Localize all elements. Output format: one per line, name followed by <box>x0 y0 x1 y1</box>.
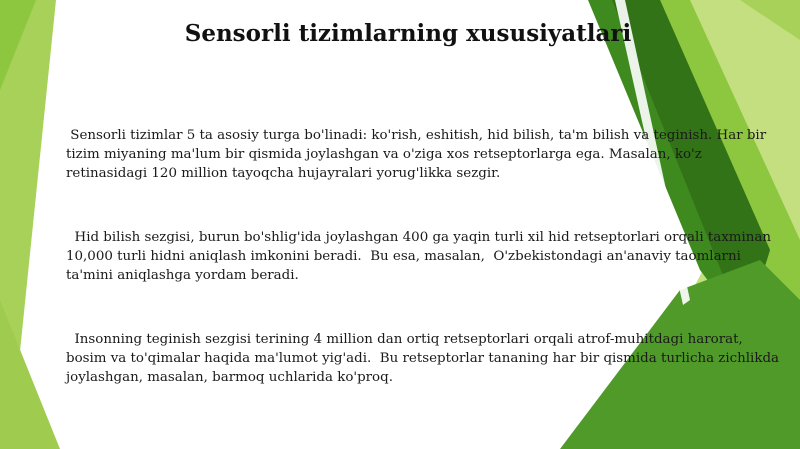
paragraph-touch: Insonning teginish sezgisi terining 4 million dan ortiq retseptorlari orqali atrof-muhitdagi harorat, bosim va to'qimalar haqida ma'lumot yig'adi. Bu retseptorlar tananing har bir qismida turlicha zichlikda joylashgan, masalan, barmoq uchlarida ko'proq. <box>66 332 784 385</box>
left-green-shape-lower <box>0 300 60 449</box>
paragraph-smell: Hid bilish sezgisi, burun bo'shlig'ida joylashgan 400 ga yaqin turli xil hid retseptorlari orqali taxminan 10,000 turli hidni aniqlash imkonini beradi. Bu esa, masalan, O'zbekistondagi an'anaviy taomlarni ta'mini aniqlashga yordam beradi. <box>66 230 776 283</box>
slide-title: Sensorli tizimlarning xususiyatlari <box>184 20 632 47</box>
paragraph-sensory-systems: Sensorli tizimlar 5 ta asosiy turga bo'linadi: ko'rish, eshitish, hid bilish, ta'm bilish va teginish. Har bir tizim miyaning ma'lum bir qismida joylashgan va o'ziga xos retseptorlarga ega. Masalan, ko'z retinasidagi 120 million tayoqcha hujayralari yorug'likka sezgir. <box>66 128 771 181</box>
